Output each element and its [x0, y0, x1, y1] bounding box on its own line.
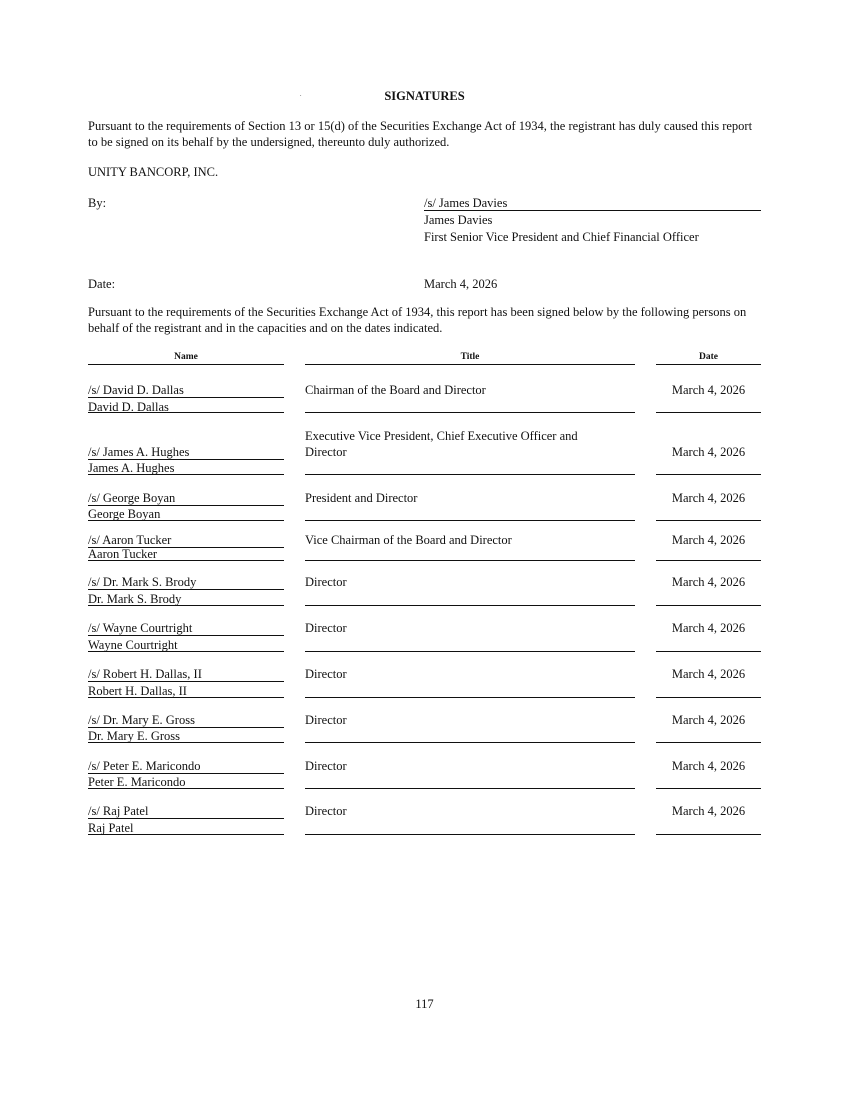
header-rule-name — [88, 364, 284, 365]
row-date-rule — [656, 651, 761, 652]
row-name-line — [88, 651, 284, 652]
row-title-line: Chairman of the Board and Director — [305, 383, 486, 397]
row-name-line — [88, 474, 284, 475]
company-name: UNITY BANCORP, INC. — [88, 165, 219, 179]
header-rule-title — [305, 364, 635, 365]
row-signature: /s/ Raj Patel — [88, 804, 149, 818]
row-date: March 4, 2026 — [671, 621, 746, 635]
row-title-rule — [305, 788, 635, 789]
row-name: Dr. Mark S. Brody — [88, 592, 182, 606]
row-title-rule — [305, 412, 635, 413]
row-signature-line — [88, 589, 284, 590]
row-title-rule — [305, 474, 635, 475]
row-date: March 4, 2026 — [671, 713, 746, 727]
row-title-rule — [305, 697, 635, 698]
row-date-rule — [656, 834, 761, 835]
row-name-line — [88, 520, 284, 521]
row-signature: /s/ Aaron Tucker — [88, 533, 172, 547]
by-label: By: — [88, 196, 107, 210]
page-number: 117 — [415, 997, 434, 1011]
row-name: David D. Dallas — [88, 400, 169, 414]
row-name: Raj Patel — [88, 821, 134, 835]
row-signature: /s/ Wayne Courtright — [88, 621, 193, 635]
row-date: March 4, 2026 — [671, 445, 746, 459]
row-name-line — [88, 834, 284, 835]
row-date: March 4, 2026 — [671, 533, 746, 547]
row-title-line: President and Director — [305, 491, 418, 505]
row-name: Robert H. Dallas, II — [88, 684, 187, 698]
signer-name: James Davies — [424, 213, 493, 227]
row-signature: /s/ James A. Hughes — [88, 445, 190, 459]
capacities-paragraph: Pursuant to the requirements of the Securities Exchange Act of 1934, this report has been signed below by the following persons on behalf of the registrant and in the capacities and on the dates indicated. — [88, 305, 747, 335]
row-date-rule — [656, 474, 761, 475]
row-signature: /s/ Robert H. Dallas, II — [88, 667, 202, 681]
row-name-line — [88, 560, 284, 561]
row-date: March 4, 2026 — [671, 667, 746, 681]
row-name-line — [88, 697, 284, 698]
header-date: Date — [699, 352, 718, 362]
row-title-line: Director — [305, 575, 347, 589]
row-title-rule — [305, 560, 635, 561]
header-rule-date — [656, 364, 761, 365]
row-name-line — [88, 412, 284, 413]
row-signature-line — [88, 681, 284, 682]
row-signature: /s/ Dr. Mark S. Brody — [88, 575, 197, 589]
row-title-line: Executive Vice President, Chief Executive Officer and — [305, 429, 578, 443]
row-title-rule — [305, 520, 635, 521]
row-date-rule — [656, 788, 761, 789]
row-title-rule — [305, 742, 635, 743]
signer-signature-line — [424, 210, 761, 211]
row-title-rule — [305, 651, 635, 652]
header-title: Title — [460, 352, 480, 362]
row-name: James A. Hughes — [88, 461, 175, 475]
row-signature-line — [88, 397, 284, 398]
row-signature: /s/ George Boyan — [88, 491, 176, 505]
row-signature: /s/ Dr. Mary E. Gross — [88, 713, 195, 727]
row-title-line: Director — [305, 621, 347, 635]
row-name: Aaron Tucker — [88, 547, 158, 561]
row-name: Dr. Mary E. Gross — [88, 729, 181, 743]
row-title-rule — [305, 605, 635, 606]
row-date-rule — [656, 605, 761, 606]
row-title-line: Vice Chairman of the Board and Director — [305, 533, 512, 547]
row-date: March 4, 2026 — [671, 575, 746, 589]
row-title-line: Director — [305, 667, 347, 681]
authorization-paragraph: Pursuant to the requirements of Section 13 or 15(d) of the Securities Exchange Act of 1934, the registrant has duly caused this report to be signed on its behalf by the undersigned, thereunto duly authorized. — [88, 119, 753, 149]
row-name: Wayne Courtright — [88, 638, 178, 652]
row-date: March 4, 2026 — [671, 491, 746, 505]
row-title-line: Director — [305, 759, 347, 773]
date-value: March 4, 2026 — [424, 277, 498, 291]
row-title-rule — [305, 834, 635, 835]
row-name-line — [88, 788, 284, 789]
date-label: Date: — [88, 277, 116, 291]
row-title-line: Director — [305, 445, 347, 459]
row-title-line: Director — [305, 713, 347, 727]
row-name: George Boyan — [88, 507, 161, 521]
row-title-line: Director — [305, 804, 347, 818]
page-title: SIGNATURES — [384, 89, 465, 103]
stray-mark: . — [300, 92, 302, 98]
row-signature: /s/ Peter E. Maricondo — [88, 759, 201, 773]
signer-signature: /s/ James Davies — [424, 196, 508, 210]
row-name: Peter E. Maricondo — [88, 775, 186, 789]
row-signature-line — [88, 635, 284, 636]
header-name: Name — [174, 352, 198, 362]
row-date-rule — [656, 742, 761, 743]
row-date-rule — [656, 560, 761, 561]
row-date: March 4, 2026 — [671, 383, 746, 397]
row-date: March 4, 2026 — [671, 804, 746, 818]
row-name-line — [88, 742, 284, 743]
row-date-rule — [656, 520, 761, 521]
row-date-rule — [656, 697, 761, 698]
row-signature: /s/ David D. Dallas — [88, 383, 184, 397]
row-signature-line — [88, 818, 284, 819]
signer-title: First Senior Vice President and Chief Financial Officer — [424, 230, 699, 244]
row-date: March 4, 2026 — [671, 759, 746, 773]
row-name-line — [88, 605, 284, 606]
row-date-rule — [656, 412, 761, 413]
